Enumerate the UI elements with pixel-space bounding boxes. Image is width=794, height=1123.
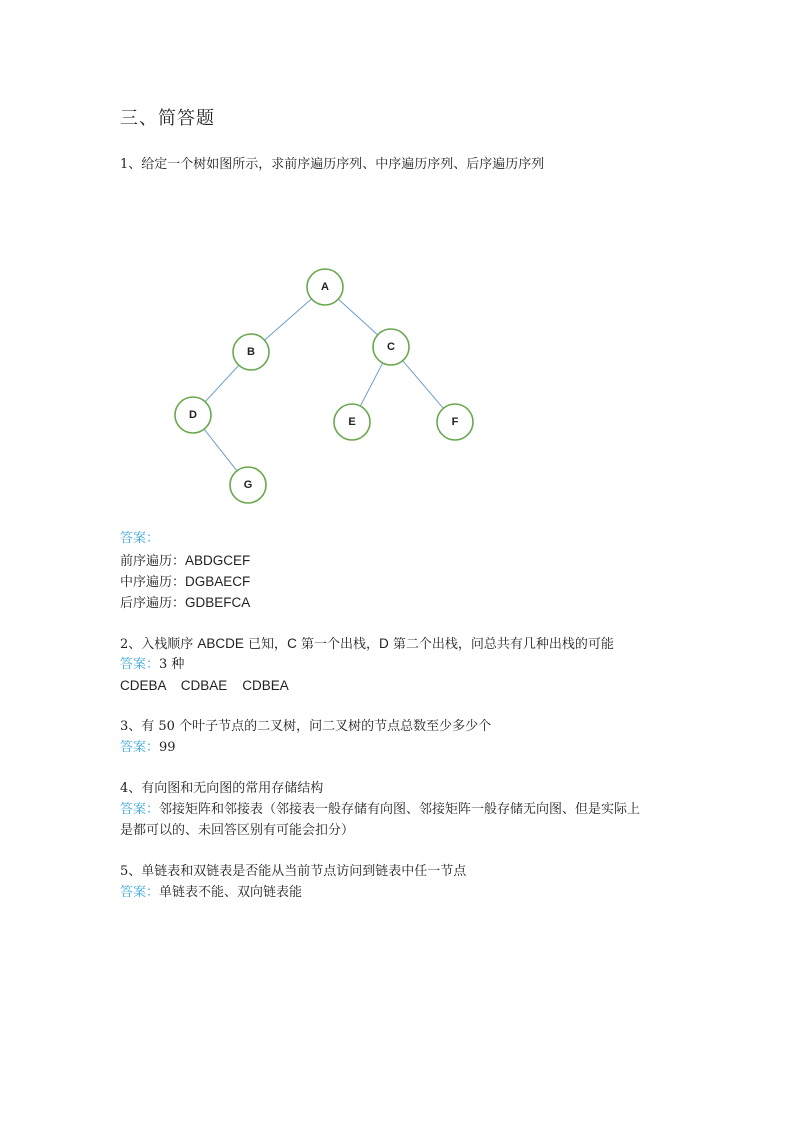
q1-postorder-row <box>120 594 250 613</box>
q2-answer-value: 3 种 <box>159 657 185 672</box>
q4-answer-line2: 是都可以的、未回答区别有可能会扣分） <box>120 823 355 838</box>
q4-answer-label: 答案： <box>120 802 160 817</box>
q3-answer-row <box>120 739 176 757</box>
q1-preorder-row <box>120 552 250 571</box>
tree-node-label: C <box>387 341 395 353</box>
tree-node-B <box>233 334 269 370</box>
q2-question <box>120 635 614 654</box>
tree-edge-C-F <box>403 361 444 409</box>
q2-sequences: CDEBA CDBAE CDBEA <box>120 678 289 693</box>
q5-answer-row <box>120 884 302 902</box>
tree-node-A <box>307 269 343 305</box>
postorder-value: GDBEFCA <box>185 595 251 610</box>
tree-node-label: F <box>451 416 459 428</box>
q3-answer-label: 答案： <box>120 740 160 755</box>
tree-edge-C-E <box>360 363 382 406</box>
tree-edge-A-C <box>338 299 377 335</box>
q3-answer-value: 99 <box>159 740 176 755</box>
tree-edge-A-B <box>265 299 312 340</box>
q1-answer-row <box>120 530 159 548</box>
q3-question: 3、有 50 个叶子节点的二叉树，问二叉树的节点总数至少多少个 <box>120 719 492 734</box>
q2-push-sequence: ABCDE <box>197 636 244 651</box>
inorder-label: 中序遍历： <box>120 575 186 590</box>
q1-answer-label: 答案： <box>120 531 160 546</box>
tree-edge-B-D <box>205 365 239 402</box>
q2-question-part: 2、入栈顺序 <box>120 637 198 652</box>
q4-answer-line1: 邻接矩阵和邻接表（邻接表一般存储有向图、邻接矩阵一般存储无向图、但是实际上 <box>159 802 641 817</box>
section-title: 三、简答题 <box>120 108 215 129</box>
tree-node-E <box>334 404 370 440</box>
tree-node-D <box>175 397 211 433</box>
q1-question: 1、给定一个树如图所示，求前序遍历序列、中序遍历序列、后序遍历序列 <box>120 157 545 172</box>
tree-node-label: G <box>243 479 253 491</box>
tree-node-label: B <box>247 346 255 358</box>
q2-first-pop: C <box>287 636 297 651</box>
preorder-value: ABDGCEF <box>185 553 251 568</box>
q5-question: 5、单链表和双链表是否能从当前节点访问到链表中任一节点 <box>120 864 467 879</box>
inorder-value: DGBAECF <box>185 574 251 589</box>
tree-node-label: E <box>348 416 356 428</box>
tree-edge-D-G <box>204 429 237 471</box>
q2-question-part: 已知， <box>243 637 288 652</box>
q2-question-part: 第一个出栈， <box>296 637 379 652</box>
q4-answer-row <box>120 801 640 819</box>
tree-node-label: D <box>189 409 197 421</box>
postorder-label: 后序遍历： <box>120 596 186 611</box>
q4-question: 4、有向图和无向图的常用存储结构 <box>120 781 324 796</box>
q2-question-part: 第二个出栈，问总共有几种出栈的可能 <box>388 637 614 652</box>
tree-node-C <box>373 329 409 365</box>
q5-answer-value: 单链表不能、双向链表能 <box>159 885 303 900</box>
q1-inorder-row <box>120 573 250 592</box>
q2-answer-row <box>120 656 184 674</box>
q5-answer-label: 答案： <box>120 885 160 900</box>
tree-node-F <box>437 404 473 440</box>
preorder-label: 前序遍历： <box>120 554 186 569</box>
q2-second-pop: D <box>378 636 389 651</box>
tree-node-label: A <box>321 281 329 293</box>
tree-node-G <box>230 467 266 503</box>
q2-answer-label: 答案： <box>120 657 160 672</box>
